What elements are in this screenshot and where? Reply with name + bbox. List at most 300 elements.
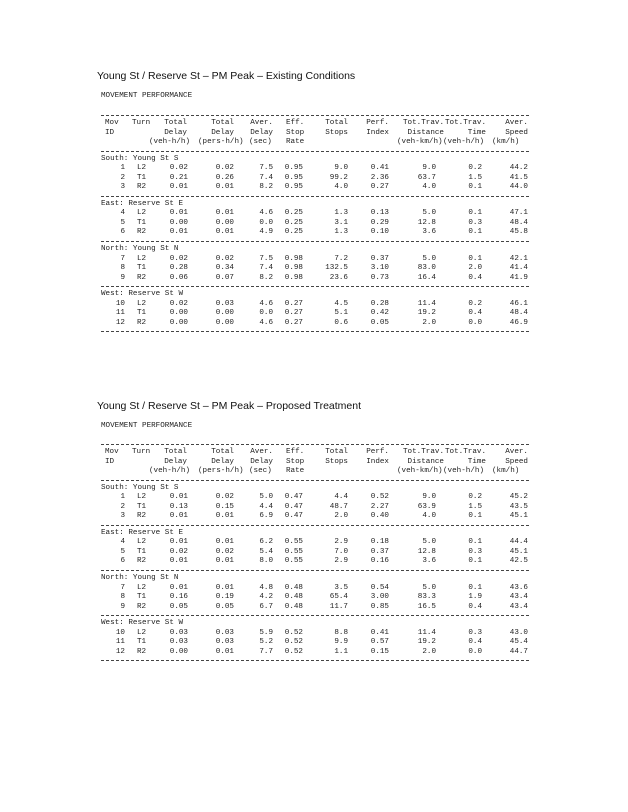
table-cell: 0.34: [215, 264, 234, 273]
table-cell: 0.4: [468, 602, 482, 611]
table-cell: 44.7: [509, 647, 528, 656]
column-header: Distance: [407, 457, 444, 466]
table-cell: 43.6: [509, 583, 528, 592]
table-cell: 6: [120, 228, 125, 237]
table-header-row: [101, 119, 529, 129]
table-row: [101, 538, 529, 548]
table-cell: R2: [137, 602, 147, 611]
column-header: Aver.: [250, 448, 273, 456]
table-row: [101, 648, 529, 658]
table-cell: 0.28: [169, 264, 188, 273]
table-cell: 0.47: [284, 502, 303, 511]
table-cell: 3.1: [334, 218, 348, 227]
table-cell: 0.47: [284, 493, 303, 502]
column-header: (km/h): [492, 467, 520, 476]
table-cell: 11: [115, 309, 125, 318]
table-cell: 7.5: [259, 164, 273, 173]
table-cell: 0.05: [370, 318, 389, 327]
table-cell: 12.8: [417, 547, 436, 556]
table-cell: 0.95: [284, 183, 303, 192]
table-cell: 0.16: [370, 557, 389, 566]
table-cell: 0.1: [468, 512, 482, 521]
column-header: Mov: [105, 119, 119, 127]
table-cell: 0.02: [169, 547, 188, 556]
table-row: [101, 274, 529, 284]
table-cell: 0.03: [215, 299, 234, 308]
table-cell: 0.73: [370, 273, 389, 282]
table-cell: 41.9: [509, 273, 528, 282]
table-cell: 41.5: [509, 173, 528, 182]
table-cell: R2: [137, 228, 147, 237]
table-row: [101, 164, 529, 174]
table-cell: 0.1: [468, 254, 482, 263]
table-cell: 0.1: [468, 228, 482, 237]
table-cell: 0.26: [215, 173, 234, 182]
table-header-row: [101, 458, 529, 468]
dashed-divider: [101, 196, 529, 197]
column-header: (veh-km/h): [397, 467, 443, 476]
dashed-divider: [101, 444, 529, 445]
table-cell: L2: [137, 209, 147, 218]
column-header: Total: [164, 448, 187, 456]
table-cell: T1: [137, 547, 147, 556]
table-cell: 0.01: [169, 512, 188, 521]
table-cell: 6.2: [259, 538, 273, 547]
table-row: [101, 209, 529, 219]
table-cell: 0.01: [215, 183, 234, 192]
table-cell: 1.1: [334, 647, 348, 656]
table-cell: 0.00: [169, 318, 188, 327]
table-cell: 132.5: [325, 264, 348, 273]
table-cell: 6.9: [259, 512, 273, 521]
table-cell: 0.07: [215, 273, 234, 282]
column-header: (km/h): [492, 138, 520, 147]
table-cell: 7: [120, 583, 125, 592]
table-cell: 63.7: [417, 173, 436, 182]
table-cell: 2.27: [370, 502, 389, 511]
table-cell: 8.2: [259, 273, 273, 282]
column-header: Turn: [132, 448, 151, 456]
table-cell: 11.4: [417, 299, 436, 308]
table-cell: 0.01: [215, 209, 234, 218]
column-header: Stops: [325, 128, 348, 137]
table-cell: 44.2: [509, 164, 528, 173]
dashed-divider: [101, 480, 529, 481]
table-cell: T1: [137, 218, 147, 227]
table-cell: 6: [120, 557, 125, 566]
table-cell: 0.37: [370, 254, 389, 263]
table-cell: 5.0: [422, 583, 436, 592]
column-header: (veh-h/h): [443, 467, 485, 476]
table-cell: 0.47: [284, 512, 303, 521]
table-cell: 0.01: [215, 512, 234, 521]
table-cell: 0.57: [370, 638, 389, 647]
approach-label: West: Reserve St W: [101, 619, 184, 628]
table-cell: 1.5: [468, 173, 482, 182]
table-cell: 0.52: [284, 628, 303, 637]
table-cell: 42.5: [509, 557, 528, 566]
table-cell: L2: [137, 583, 147, 592]
dashed-divider: [101, 570, 529, 571]
table-cell: 0.01: [215, 647, 234, 656]
table-row: [101, 309, 529, 319]
table-cell: 5.0: [422, 209, 436, 218]
table-cell: 8.2: [259, 183, 273, 192]
table-cell: 7.0: [334, 547, 348, 556]
table-cell: 43.4: [509, 593, 528, 602]
table-cell: 0.00: [215, 309, 234, 318]
table-cell: 0.03: [169, 638, 188, 647]
table-cell: 43.0: [509, 628, 528, 637]
table-cell: 0.0: [259, 218, 273, 227]
table-cell: 0.00: [215, 318, 234, 327]
column-header: Stop: [286, 128, 305, 137]
column-header: Aver.: [505, 448, 528, 456]
table-cell: 3: [120, 512, 125, 521]
column-header: Distance: [407, 128, 444, 137]
table-cell: 0.27: [370, 183, 389, 192]
table-cell: 45.1: [509, 547, 528, 556]
table-cell: 8.0: [259, 557, 273, 566]
table-cell: 9.9: [334, 638, 348, 647]
table-cell: 45.2: [509, 493, 528, 502]
table-cell: 0.48: [284, 583, 303, 592]
table-cell: 0.02: [215, 493, 234, 502]
table-cell: 5.0: [422, 538, 436, 547]
table-cell: L2: [137, 299, 147, 308]
approach-label: East: Reserve St E: [101, 528, 184, 537]
table-cell: 4.0: [422, 512, 436, 521]
table-cell: 11: [115, 638, 125, 647]
column-header: Tot.Trav.: [402, 448, 444, 456]
column-header: Tot.Trav.: [444, 448, 486, 456]
table-cell: 0.05: [215, 602, 234, 611]
column-header: Tot.Trav.: [402, 119, 444, 127]
table-cell: 0.6: [334, 318, 348, 327]
table-cell: 0.01: [215, 557, 234, 566]
column-header: Delay: [164, 457, 187, 466]
table-cell: 10: [115, 299, 125, 308]
table-row: [101, 219, 529, 229]
table-cell: 7.2: [334, 254, 348, 263]
table-cell: 4.0: [422, 183, 436, 192]
movement-performance-label: MOVEMENT PERFORMANCE: [101, 422, 193, 430]
table-cell: 0.52: [284, 647, 303, 656]
column-header: Delay: [250, 457, 273, 466]
table-cell: 5.2: [259, 638, 273, 647]
column-header: Time: [467, 457, 486, 466]
table-cell: 0.00: [215, 218, 234, 227]
table-cell: 2.0: [334, 512, 348, 521]
table-cell: 5.9: [259, 628, 273, 637]
table-header-row: [101, 138, 529, 148]
table-cell: 4.0: [334, 183, 348, 192]
table-cell: 0.13: [169, 502, 188, 511]
table-cell: 3: [120, 183, 125, 192]
table-cell: 11.4: [417, 628, 436, 637]
table-cell: 42.1: [509, 254, 528, 263]
table-cell: 0.00: [169, 647, 188, 656]
table-cell: 0.02: [215, 254, 234, 263]
dashed-divider: [101, 241, 529, 242]
table-cell: 0.19: [215, 593, 234, 602]
table-row: [101, 557, 529, 567]
table-cell: 4.5: [334, 299, 348, 308]
table-cell: 23.6: [329, 273, 348, 282]
table-cell: 0.25: [284, 228, 303, 237]
table-cell: 0.4: [468, 638, 482, 647]
table-cell: 0.28: [370, 299, 389, 308]
column-header: Stops: [325, 457, 348, 466]
table-cell: 0.85: [370, 602, 389, 611]
table-cell: 4.2: [259, 593, 273, 602]
table-cell: 0.01: [169, 228, 188, 237]
table-cell: 4.4: [259, 502, 273, 511]
table-cell: R2: [137, 557, 147, 566]
table-row: [101, 228, 529, 238]
table-cell: 0.48: [284, 602, 303, 611]
table-cell: 0.52: [370, 493, 389, 502]
table-cell: 0.1: [468, 557, 482, 566]
table-row: [101, 264, 529, 274]
table-row: [101, 503, 529, 513]
table-cell: 8: [120, 264, 125, 273]
table-cell: 0.48: [284, 593, 303, 602]
table-cell: 2.36: [370, 173, 389, 182]
table-cell: 0.25: [284, 218, 303, 227]
table-cell: L2: [137, 493, 147, 502]
table-cell: 0.3: [468, 547, 482, 556]
table-cell: 0.0: [468, 647, 482, 656]
table-cell: 0.54: [370, 583, 389, 592]
table-cell: 9.0: [334, 164, 348, 173]
table-cell: 2.9: [334, 538, 348, 547]
table-cell: 0.15: [215, 502, 234, 511]
table-cell: 65.4: [329, 593, 348, 602]
column-header: Eff.: [286, 119, 305, 127]
table-cell: 43.5: [509, 502, 528, 511]
table-cell: 0.29: [370, 218, 389, 227]
approach-label: West: Reserve St W: [101, 290, 184, 299]
table-cell: 0.27: [284, 318, 303, 327]
table-cell: 0.02: [215, 547, 234, 556]
column-header: Delay: [164, 128, 187, 137]
column-header: Total: [325, 448, 348, 456]
table-row: [101, 183, 529, 193]
table-cell: 0.0: [259, 309, 273, 318]
column-header: Time: [467, 128, 486, 137]
table-cell: 3.6: [422, 228, 436, 237]
table-cell: 0.01: [169, 493, 188, 502]
table-cell: 0.01: [169, 183, 188, 192]
table-header-row: [101, 129, 529, 139]
table-cell: 4.6: [259, 209, 273, 218]
column-header: (veh-h/h): [149, 138, 191, 147]
table-cell: 5: [120, 547, 125, 556]
table-cell: 44.4: [509, 538, 528, 547]
table-cell: 0.01: [215, 228, 234, 237]
table-cell: 0.95: [284, 173, 303, 182]
table-cell: 0.52: [284, 638, 303, 647]
dashed-divider: [101, 331, 529, 332]
table-cell: 1: [120, 164, 125, 173]
table-cell: L2: [137, 164, 147, 173]
table-cell: 0.2: [468, 493, 482, 502]
table-cell: L2: [137, 254, 147, 263]
table-cell: 5.1: [334, 309, 348, 318]
column-header: Total: [325, 119, 348, 127]
table-cell: 3.10: [370, 264, 389, 273]
table-cell: 8: [120, 593, 125, 602]
table-cell: 4.8: [259, 583, 273, 592]
table-cell: 0.10: [370, 228, 389, 237]
table-row: [101, 512, 529, 522]
table-cell: 5.4: [259, 547, 273, 556]
table-header-row: [101, 448, 529, 458]
table-cell: 0.40: [370, 512, 389, 521]
table-row: [101, 174, 529, 184]
movement-performance-table: [101, 441, 529, 664]
table-cell: 0.2: [468, 299, 482, 308]
table-cell: 0.98: [284, 273, 303, 282]
table-cell: 7.7: [259, 647, 273, 656]
table-cell: 0.41: [370, 628, 389, 637]
table-cell: 0.55: [284, 557, 303, 566]
table-cell: 9: [120, 602, 125, 611]
table-cell: 0.55: [284, 538, 303, 547]
column-header: ID: [105, 457, 115, 466]
table-cell: 83.3: [417, 593, 436, 602]
table-cell: 0.1: [468, 209, 482, 218]
movement-performance-label: MOVEMENT PERFORMANCE: [101, 92, 193, 100]
table-cell: 12: [115, 647, 125, 656]
column-header: (pers-h/h): [198, 467, 244, 476]
table-cell: 9: [120, 273, 125, 282]
table-cell: R2: [137, 273, 147, 282]
table-cell: 0.02: [169, 254, 188, 263]
table-row: [101, 584, 529, 594]
table-cell: 45.8: [509, 228, 528, 237]
column-header: Aver.: [250, 119, 273, 127]
table-cell: R2: [137, 512, 147, 521]
column-header: Speed: [505, 457, 528, 466]
table-row: [101, 603, 529, 613]
table-cell: 19.2: [417, 309, 436, 318]
table-cell: 0.01: [169, 583, 188, 592]
table-cell: 0.1: [468, 183, 482, 192]
table-cell: T1: [137, 309, 147, 318]
table-cell: 4.6: [259, 299, 273, 308]
table-cell: 0.27: [284, 309, 303, 318]
column-header: Aver.: [505, 119, 528, 127]
table-cell: 0.1: [468, 538, 482, 547]
table-cell: 1: [120, 493, 125, 502]
table-cell: 0.03: [215, 638, 234, 647]
dashed-divider: [101, 615, 529, 616]
table-cell: 0.21: [169, 173, 188, 182]
table-cell: 0.95: [284, 164, 303, 173]
table-cell: 0.3: [468, 628, 482, 637]
table-cell: T1: [137, 264, 147, 273]
table-cell: 3.6: [422, 557, 436, 566]
table-cell: 1.3: [334, 209, 348, 218]
table-cell: T1: [137, 593, 147, 602]
column-header: Tot.Trav.: [444, 119, 486, 127]
table-cell: 41.4: [509, 264, 528, 273]
table-cell: 8.8: [334, 628, 348, 637]
table-cell: 45.1: [509, 512, 528, 521]
table-cell: 0.05: [169, 602, 188, 611]
table-cell: 63.9: [417, 502, 436, 511]
table-cell: L2: [137, 538, 147, 547]
table-row: [101, 493, 529, 503]
table-cell: 2: [120, 173, 125, 182]
table-cell: 9.0: [422, 164, 436, 173]
column-header: Delay: [250, 128, 273, 137]
column-header: Rate: [286, 467, 305, 476]
table-cell: 11.7: [329, 602, 348, 611]
table-cell: R2: [137, 647, 147, 656]
table-cell: 0.01: [169, 557, 188, 566]
table-cell: 0.27: [284, 299, 303, 308]
table-cell: 7: [120, 254, 125, 263]
table-cell: 1.9: [468, 593, 482, 602]
table-row: [101, 319, 529, 329]
table-cell: 0.18: [370, 538, 389, 547]
table-cell: 0.25: [284, 209, 303, 218]
table-row: [101, 300, 529, 310]
table-header-row: [101, 467, 529, 477]
table-cell: 2.0: [422, 318, 436, 327]
table-cell: 3.00: [370, 593, 389, 602]
column-header: (sec): [249, 138, 272, 147]
table-cell: 0.4: [468, 273, 482, 282]
table-cell: 0.03: [215, 628, 234, 637]
column-header: (sec): [249, 467, 272, 476]
column-header: Eff.: [286, 448, 305, 456]
table-cell: 46.9: [509, 318, 528, 327]
table-cell: 2: [120, 502, 125, 511]
column-header: ID: [105, 128, 115, 137]
table-cell: 0.02: [169, 164, 188, 173]
table-cell: 4.6: [259, 318, 273, 327]
table-cell: 0.00: [169, 218, 188, 227]
table-cell: 9.0: [422, 493, 436, 502]
dashed-divider: [101, 525, 529, 526]
table-cell: T1: [137, 638, 147, 647]
table-cell: 0.1: [468, 583, 482, 592]
table-cell: 16.4: [417, 273, 436, 282]
table-cell: 4.4: [334, 493, 348, 502]
column-header: Index: [366, 457, 389, 466]
table-cell: R2: [137, 318, 147, 327]
column-header: Total: [164, 119, 187, 127]
table-cell: 0.98: [284, 264, 303, 273]
column-header: Index: [366, 128, 389, 137]
table-cell: 43.4: [509, 602, 528, 611]
column-header: Perf.: [366, 119, 389, 127]
dashed-divider: [101, 115, 529, 116]
table-cell: 0.01: [215, 538, 234, 547]
table-cell: 0.4: [468, 309, 482, 318]
table-cell: R2: [137, 183, 147, 192]
table-cell: 5.0: [259, 493, 273, 502]
column-header: (veh-h/h): [443, 138, 485, 147]
table-cell: 0.13: [370, 209, 389, 218]
table-cell: 47.1: [509, 209, 528, 218]
table-cell: 6.7: [259, 602, 273, 611]
column-header: Delay: [211, 457, 234, 466]
